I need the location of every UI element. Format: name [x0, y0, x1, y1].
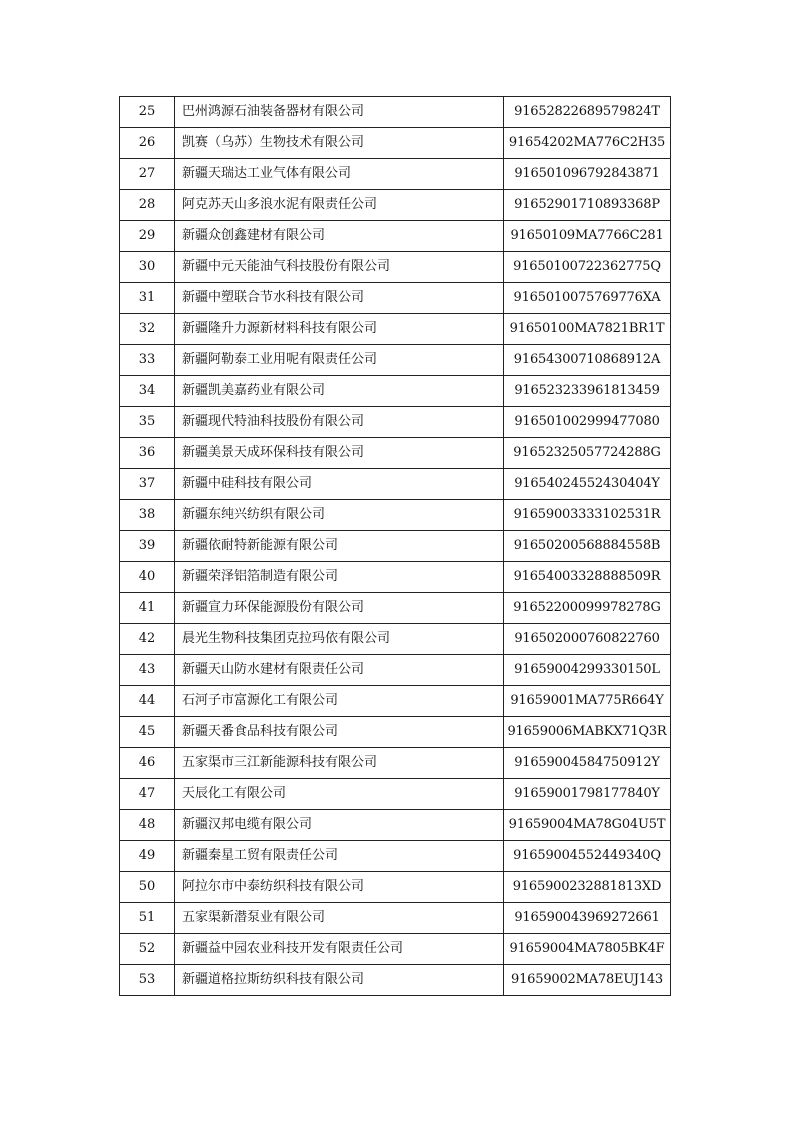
company-name-cell: 新疆中硅科技有限公司: [175, 469, 504, 500]
row-number-cell: 53: [120, 965, 175, 996]
row-number-cell: 33: [120, 345, 175, 376]
company-name-cell: 新疆现代特油科技股份有限公司: [175, 407, 504, 438]
company-name-cell: 新疆天番食品科技有限公司: [175, 717, 504, 748]
table-row: [120, 624, 671, 655]
table-row: [120, 841, 671, 872]
row-number-cell: 39: [120, 531, 175, 562]
table-row: [120, 314, 671, 345]
company-name-cell: 新疆众创鑫建材有限公司: [175, 221, 504, 252]
row-number-cell: 36: [120, 438, 175, 469]
credit-code-cell: 91659004MA7805BK4F: [504, 934, 671, 965]
company-name-cell: 凯赛（乌苏）生物技术有限公司: [175, 128, 504, 159]
row-number-cell: 50: [120, 872, 175, 903]
company-name-cell: 新疆隆升力源新材料科技有限公司: [175, 314, 504, 345]
credit-code-cell: 91659004299330150L: [504, 655, 671, 686]
company-name-cell: 新疆中塑联合节水科技有限公司: [175, 283, 504, 314]
company-name-cell: 巴州鸿源石油装备器材有限公司: [175, 97, 504, 128]
credit-code-cell: 91659002MA78EUJ143: [504, 965, 671, 996]
table-row: [120, 686, 671, 717]
table-row: [120, 407, 671, 438]
table-row: [120, 252, 671, 283]
credit-code-cell: 91654003328888509R: [504, 562, 671, 593]
row-number-cell: 47: [120, 779, 175, 810]
credit-code-cell: 91659004584750912Y: [504, 748, 671, 779]
company-name-cell: 石河子市富源化工有限公司: [175, 686, 504, 717]
credit-code-cell: 91659004MA78G04U5T: [504, 810, 671, 841]
table-row: [120, 221, 671, 252]
company-name-cell: 新疆宣力环保能源股份有限公司: [175, 593, 504, 624]
row-number-cell: 38: [120, 500, 175, 531]
table-row: [120, 593, 671, 624]
table-row: [120, 531, 671, 562]
row-number-cell: 42: [120, 624, 175, 655]
row-number-cell: 27: [120, 159, 175, 190]
table-row: [120, 97, 671, 128]
company-name-cell: 新疆秦星工贸有限责任公司: [175, 841, 504, 872]
credit-code-cell: 9165900232881813XD: [504, 872, 671, 903]
table-row: [120, 872, 671, 903]
credit-code-cell: 91654202MA776C2H35: [504, 128, 671, 159]
table-row: [120, 190, 671, 221]
row-number-cell: 43: [120, 655, 175, 686]
table-row: [120, 128, 671, 159]
company-name-cell: 新疆东纯兴纺织有限公司: [175, 500, 504, 531]
table-row: [120, 717, 671, 748]
company-name-cell: 新疆汉邦电缆有限公司: [175, 810, 504, 841]
company-name-cell: 新疆美景天成环保科技有限公司: [175, 438, 504, 469]
table-row: [120, 376, 671, 407]
credit-code-cell: 916590043969272661: [504, 903, 671, 934]
row-number-cell: 34: [120, 376, 175, 407]
credit-code-cell: 91659001798177840Y: [504, 779, 671, 810]
credit-code-cell: 916523233961813459: [504, 376, 671, 407]
credit-code-cell: 91650200568884558B: [504, 531, 671, 562]
credit-code-cell: 91650100MA7821BR1T: [504, 314, 671, 345]
company-name-cell: 新疆中元天能油气科技股份有限公司: [175, 252, 504, 283]
row-number-cell: 52: [120, 934, 175, 965]
row-number-cell: 40: [120, 562, 175, 593]
row-number-cell: 48: [120, 810, 175, 841]
table-row: [120, 748, 671, 779]
table-row: [120, 779, 671, 810]
company-name-cell: 新疆天瑞达工业气体有限公司: [175, 159, 504, 190]
credit-code-cell: 91652200099978278G: [504, 593, 671, 624]
table-row: [120, 438, 671, 469]
row-number-cell: 28: [120, 190, 175, 221]
company-name-cell: 五家渠新潜泵业有限公司: [175, 903, 504, 934]
row-number-cell: 41: [120, 593, 175, 624]
company-name-cell: 新疆道格拉斯纺织科技有限公司: [175, 965, 504, 996]
credit-code-cell: 9165010075769776XA: [504, 283, 671, 314]
company-name-cell: 新疆荣泽铝箔制造有限公司: [175, 562, 504, 593]
company-name-cell: 新疆凯美嘉药业有限公司: [175, 376, 504, 407]
row-number-cell: 45: [120, 717, 175, 748]
table-row: [120, 562, 671, 593]
credit-code-cell: 91659001MA775R664Y: [504, 686, 671, 717]
company-table-body: [120, 97, 671, 996]
row-number-cell: 30: [120, 252, 175, 283]
company-name-cell: 天辰化工有限公司: [175, 779, 504, 810]
company-name-cell: 新疆阿勒泰工业用呢有限责任公司: [175, 345, 504, 376]
company-name-cell: 晨光生物科技集团克拉玛依有限公司: [175, 624, 504, 655]
credit-code-cell: 91652822689579824T: [504, 97, 671, 128]
row-number-cell: 46: [120, 748, 175, 779]
credit-code-cell: 91659004552449340Q: [504, 841, 671, 872]
credit-code-cell: 91659003333102531R: [504, 500, 671, 531]
credit-code-cell: 91654024552430404Y: [504, 469, 671, 500]
row-number-cell: 35: [120, 407, 175, 438]
company-name-cell: 阿拉尔市中泰纺织科技有限公司: [175, 872, 504, 903]
credit-code-cell: 91650100722362775Q: [504, 252, 671, 283]
row-number-cell: 29: [120, 221, 175, 252]
company-name-cell: 五家渠市三江新能源科技有限公司: [175, 748, 504, 779]
credit-code-cell: 91659006MABKX71Q3R: [504, 717, 671, 748]
company-table: [119, 96, 671, 996]
credit-code-cell: 91652901710893368P: [504, 190, 671, 221]
row-number-cell: 44: [120, 686, 175, 717]
row-number-cell: 37: [120, 469, 175, 500]
credit-code-cell: 91652325057724288G: [504, 438, 671, 469]
credit-code-cell: 916501096792843871: [504, 159, 671, 190]
credit-code-cell: 91654300710868912A: [504, 345, 671, 376]
table-row: [120, 655, 671, 686]
company-name-cell: 新疆天山防水建材有限责任公司: [175, 655, 504, 686]
credit-code-cell: 916502000760822760: [504, 624, 671, 655]
table-row: [120, 469, 671, 500]
table-row: [120, 283, 671, 314]
row-number-cell: 32: [120, 314, 175, 345]
row-number-cell: 51: [120, 903, 175, 934]
company-name-cell: 新疆益中园农业科技开发有限责任公司: [175, 934, 504, 965]
table-row: [120, 810, 671, 841]
table-row: [120, 345, 671, 376]
row-number-cell: 31: [120, 283, 175, 314]
credit-code-cell: 916501002999477080: [504, 407, 671, 438]
row-number-cell: 49: [120, 841, 175, 872]
company-name-cell: 新疆依耐特新能源有限公司: [175, 531, 504, 562]
credit-code-cell: 91650109MA7766C281: [504, 221, 671, 252]
table-row: [120, 500, 671, 531]
table-row: [120, 159, 671, 190]
table-row: [120, 903, 671, 934]
row-number-cell: 25: [120, 97, 175, 128]
company-name-cell: 阿克苏天山多浪水泥有限责任公司: [175, 190, 504, 221]
row-number-cell: 26: [120, 128, 175, 159]
table-row: [120, 934, 671, 965]
table-row: [120, 965, 671, 996]
